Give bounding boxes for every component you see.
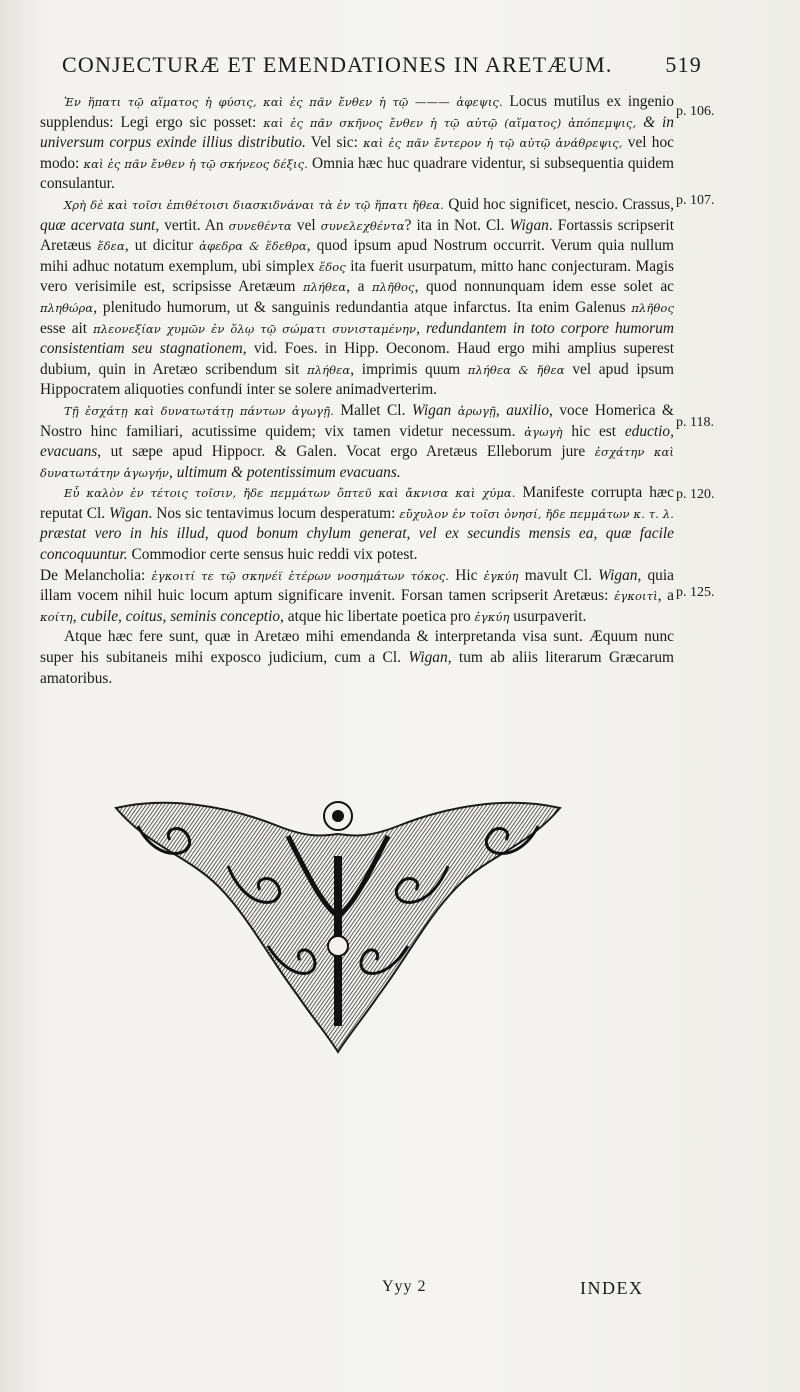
greek-passage: πλήθεα bbox=[307, 362, 351, 377]
latin-text: , ut sæpe apud Hippocr. & Galen. Vocat ergo Aretæus Elleborum jure bbox=[97, 443, 595, 461]
latin-text: , bbox=[72, 607, 81, 625]
greek-passage: πλῆθος bbox=[631, 300, 674, 315]
latin-text: Locus mutilus ex ingenio supplendus: Legi ergo sic posset: bbox=[40, 93, 674, 131]
latin-text: . Nos sic tentavimus locum desperatum: bbox=[148, 504, 400, 522]
latin-text: , a bbox=[346, 278, 372, 296]
latin-text: , quod nonnunquam idem esse solet ac bbox=[414, 278, 675, 296]
latin-text: , plenitudo humorum, ut & sanguinis redundantia atque infarctus. Ita enim Galenus bbox=[93, 298, 632, 316]
latin-text: , bbox=[495, 401, 507, 419]
greek-passage: ἐγκοιτί τε τῷ σκηνέϊ ἑτέρων νοσημάτων τόκος. bbox=[151, 568, 450, 583]
italic-text: Wigan bbox=[109, 504, 149, 522]
greek-passage: ἐγκύη bbox=[483, 568, 519, 583]
paragraph-eukhylon bbox=[40, 483, 674, 565]
greek-passage: πλήθεα & ἤθεα bbox=[467, 362, 565, 377]
greek-passage: ἔδεα bbox=[97, 239, 125, 254]
paragraph-melancholia bbox=[40, 566, 674, 628]
latin-text: Hic bbox=[449, 566, 484, 584]
margin-note-p120: p. 120. bbox=[676, 487, 715, 502]
latin-text: . Fortassis scripserit Aretæus bbox=[40, 216, 674, 255]
latin-text: Manifeste corrupta hæc reputat Cl. bbox=[40, 484, 674, 522]
latin-text: Commodior certe sensus huic reddi vix potest. bbox=[127, 546, 418, 564]
greek-passage: συνεθέντα bbox=[228, 218, 292, 233]
italic-text: Wigan bbox=[411, 401, 452, 419]
italic-text: cubile, coitus, seminis conceptio bbox=[80, 607, 281, 625]
greek-passage: ἐγκύη bbox=[474, 609, 510, 624]
greek-passage: συνελεχθέντα bbox=[320, 218, 405, 233]
latin-text: , quia illam vocem nihil huic locum aptum significare invenit. Forsan tamen scripserit Aretæus: bbox=[40, 566, 674, 605]
latin-text: Mallet Cl. bbox=[333, 401, 412, 419]
greek-passage: Χρὴ δὲ καὶ τοῖσι ἐπιθέτοισι διασκιδνάναι τὰ ἐν τῷ ἥπατι ἤθεα. bbox=[64, 197, 445, 212]
margin-note-p107: p. 107. bbox=[676, 193, 715, 208]
italic-text: Wigan bbox=[509, 216, 549, 234]
latin-text: , vid. Foes. in Hipp. Oeconom. Haud ergo mihi amplius superest dubium, quin in Aretæo scribendum sit bbox=[40, 340, 674, 378]
latin-text: hic est bbox=[562, 422, 625, 440]
latin-text: , atque hic libertate poetica pro bbox=[280, 607, 475, 625]
latin-text: esse ait bbox=[40, 319, 94, 337]
running-head-title: CONJECTURÆ ET EMENDATIONES IN ARETÆUM. bbox=[62, 52, 613, 77]
italic-text: , redundantem in toto corpore humorum consistentiam seu stagnationem bbox=[40, 319, 674, 358]
greek-passage: ἀγωγὴ bbox=[524, 424, 563, 439]
italic-text: Wigan bbox=[408, 649, 448, 667]
latin-text: , ut dicitur bbox=[124, 237, 200, 255]
margin-note-p106: p. 106. bbox=[676, 104, 715, 119]
greek-passage: πλήθεα bbox=[302, 280, 347, 295]
margin-note-p125: p. 125. bbox=[676, 585, 715, 600]
tailpiece-ornament bbox=[108, 796, 568, 1056]
italic-text: eductio, evacuans bbox=[40, 422, 674, 461]
greek-passage: ἐσχάτην καὶ δυνατωτάτην ἀγωγήν bbox=[40, 445, 674, 480]
latin-text: Vel sic: bbox=[305, 134, 364, 152]
greek-passage: εὔχυλον ἐν τοῖσι ὀνησί, ἤδε πεμμάτων κ. τ. λ. bbox=[399, 506, 674, 521]
latin-text: vel bbox=[291, 216, 321, 234]
italic-text: & in universum corpus exinde illius distributio. bbox=[40, 113, 674, 152]
latin-text: ? ita in Not. Cl. bbox=[404, 216, 510, 234]
body-text bbox=[40, 92, 674, 689]
greek-passage: ἀρωγῇ bbox=[457, 403, 496, 418]
italic-text: Wigan bbox=[598, 566, 638, 584]
italic-text: præstat vero in his illud, quod bonum chylum generat, vel ex secundis mensis ea, quæ facile concoquuntur. bbox=[40, 525, 674, 564]
latin-text: , bbox=[169, 463, 177, 481]
latin-text: usurpaverit. bbox=[509, 607, 587, 625]
latin-text: vel hoc modo: bbox=[40, 134, 675, 172]
signature-mark: Yyy 2 bbox=[382, 1278, 427, 1295]
latin-text: , a bbox=[657, 587, 674, 605]
paragraph-ethea bbox=[40, 195, 674, 401]
latin-text: Omnia hæc huc quadrare videntur, si subsequentia quidem consulantur. bbox=[40, 154, 674, 193]
greek-passage: Εὖ καλὸν ἐν τέτοις τοῖσιν, ἤδε πεμμάτων ὄπτεῦ καὶ ἄκνισα καὶ χύμα. bbox=[64, 486, 516, 501]
greek-passage: ἕδος bbox=[318, 259, 346, 274]
latin-text: De Melancholia: bbox=[40, 566, 152, 584]
greek-passage: ἀφεδρα & ἕδεθρα bbox=[199, 239, 307, 254]
italic-text: quæ acervata sunt bbox=[40, 216, 156, 234]
greek-passage: Ἐν ἥπατι τῷ αἵματος ἡ φύσις, καὶ ἐς πᾶν ἔνθεν ἡ τῷ ——— ἀφεψις. bbox=[64, 95, 503, 109]
margin-note-p118: p. 118. bbox=[676, 415, 714, 430]
running-head bbox=[62, 52, 702, 78]
page-number: 519 bbox=[665, 52, 702, 77]
latin-text: , voce Homerica & Nostro hinc familiari, acutissime quidem; vix tamen videtur necessum. bbox=[40, 401, 675, 440]
greek-passage: ἐγκοιτὶ bbox=[614, 589, 658, 604]
latin-text: Atque hæc fere sunt, quæ in Aretæo mihi emendanda & interpretanda visa sunt. Æquum nunc super his subitaneis mihi exposco judicium, cum a Cl. bbox=[40, 628, 674, 667]
latin-text: mavult Cl. bbox=[518, 566, 599, 584]
catchword: INDEX bbox=[580, 1278, 644, 1298]
greek-passage: Τῇ ἐσχάτῃ καὶ δυνατωτάτῃ πάντων ἀγωγῇ. bbox=[64, 403, 334, 418]
greek-passage: καὶ ἐς πᾶν ἔντερον ἡ τῷ αὐτῷ ἀνάθρεψις, bbox=[363, 136, 623, 151]
paragraph-locus-mutilus bbox=[40, 92, 674, 195]
paragraph-conclusion bbox=[40, 627, 674, 689]
italic-text: ultimum & potentissimum evacuans. bbox=[176, 463, 401, 481]
greek-passage: πληθώρα bbox=[40, 300, 94, 315]
latin-text: , vertit. An bbox=[155, 216, 229, 234]
paragraph-agoge bbox=[40, 401, 674, 483]
greek-passage: πλεονεξίαν χυμῶν ἐν ὅλῳ τῷ σώματι συνισταμένην bbox=[93, 321, 417, 336]
latin-text: vel apud ipsum Hippocratem aliquoties confundi inter se solere animadverterim. bbox=[40, 360, 675, 399]
latin-text: Quid hoc significet, nescio. Crassus, bbox=[444, 195, 674, 213]
latin-text: ita fuerit usurpatum, mitto hanc conjecturam. Magis vero verisimile est, scripsisse Aretæum bbox=[40, 257, 674, 296]
greek-passage: καὶ ἐς πᾶν ἔνθεν ἡ τῷ σκήνεος δέξις. bbox=[83, 156, 308, 171]
greek-passage: καὶ ἐς πᾶν σκῆνος ἔνθεν ἡ τῷ αὐτῷ (αἵματος) ἀπόπεμψις, bbox=[263, 115, 637, 130]
italic-text: auxilio bbox=[506, 401, 550, 419]
latin-text: , imprimis quum bbox=[350, 360, 468, 378]
greek-passage: κοίτη bbox=[40, 609, 73, 624]
latin-text: , quod ipsum apud Nostrum occurrit. Verum quia nullum mihi adhuc notatum exemplum, ubi simplex bbox=[40, 237, 675, 275]
latin-text: , tum ab aliis literarum Græcarum amatoribus. bbox=[40, 649, 674, 687]
greek-passage: πλῆθος bbox=[371, 280, 415, 295]
